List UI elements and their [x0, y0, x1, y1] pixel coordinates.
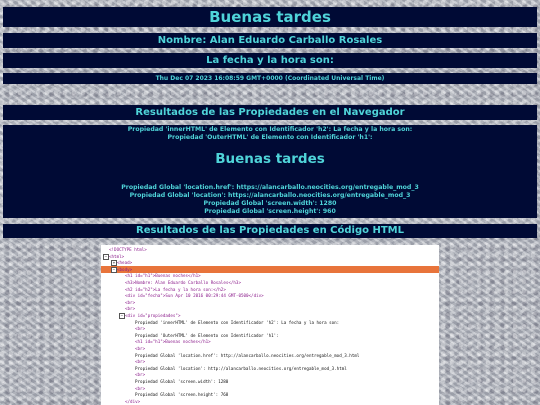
code-text: <!DOCTYPE html>: [109, 247, 147, 252]
code-text: <div id="fecha">Sun Apr 10 2016 00:29:44 GMT-0500</div>: [125, 293, 264, 299]
code-text: <br>: [135, 372, 146, 378]
code-text: </div>: [125, 398, 141, 404]
code-text: <html>: [109, 253, 125, 259]
code-text: <div id="propiedades">: [125, 313, 181, 318]
collapse-icon[interactable]: −: [120, 313, 124, 319]
code-text: Propiedad 'innerHTML' de Elemento con Identificador 'h2': La fecha y la hora son:: [135, 319, 340, 325]
code-text: <br>: [135, 359, 146, 365]
datetime-heading: La fecha y la hora son:: [3, 53, 537, 68]
code-text: Propiedad Global 'screen.width': 1280: [135, 379, 229, 384]
screen-height-line: Propiedad Global 'screen.height': 960: [204, 208, 336, 215]
code-text: <br>: [125, 299, 136, 305]
code-text: Propiedad Global 'screen.height': 768: [135, 392, 229, 398]
code-text: <br>: [135, 385, 146, 391]
code-text: <h3>Nombre: Alan Eduardo Carballo Rosales</h3>: [125, 280, 241, 285]
code-text: <h1 id="h1">Buenas noches</h1>: [125, 273, 201, 279]
greeting-heading: Buenas tardes: [3, 7, 537, 27]
collapse-icon[interactable]: −: [112, 266, 116, 272]
code-text: <br>: [125, 306, 136, 312]
code-text: <h2 id="h2">La fecha y la hora son:</h2>: [125, 286, 226, 292]
results-heading: Resultados de las Propiedades en el Navegador: [3, 105, 537, 120]
code-text: <head>: [117, 260, 133, 266]
results-panel: [3, 125, 537, 218]
code-text: <br>: [135, 326, 146, 332]
code-heading: Resultados de las Propiedades en Código HTML: [3, 224, 537, 238]
code-text: <br>: [135, 346, 146, 351]
outer-html-line: Propiedad 'OuterHTML' de Elemento con Identificador 'h1':: [167, 134, 373, 141]
code-text: Propiedad 'OuterHTML' de Elemento con Identificador 'h1':: [135, 332, 279, 338]
code-text: Propiedad Global 'location': http://alancarballo.neocities.org/entregable_mod_3.html: [135, 365, 347, 371]
location-href-line: Propiedad Global 'location.href': https://alancarballo.neocities.org/entregable_mod_3: [121, 184, 419, 191]
screen-width-line: Propiedad Global 'screen.width': 1280: [203, 200, 337, 207]
code-text: Propiedad Global 'location.href': http://alancarballo.neocities.org/entregable_mod_3.html: [135, 352, 360, 358]
location-line: Propiedad Global 'location': https://alancarballo.neocities.org/entregable_mod_3: [129, 192, 411, 199]
html-source-tree[interactable]: [101, 245, 439, 405]
datetime-value: Thu Dec 07 2023 16:08:59 GMT+0000 (Coordinated Universal Time): [3, 73, 537, 84]
outer-html-value: Buenas tardes: [215, 151, 325, 167]
name-heading: Nombre: Alan Eduardo Carballo Rosales: [3, 33, 537, 48]
inner-html-line: Propiedad 'innerHTML' de Elemento con Identificador 'h2': La fecha y la hora son:: [127, 126, 413, 133]
code-text: <h1 id="h1">Buenas noches</h1>: [135, 339, 211, 345]
code-line[interactable]: [101, 398, 439, 405]
expand-icon[interactable]: +: [112, 260, 116, 266]
collapse-icon[interactable]: −: [104, 253, 108, 259]
code-text: <body>: [117, 266, 133, 272]
